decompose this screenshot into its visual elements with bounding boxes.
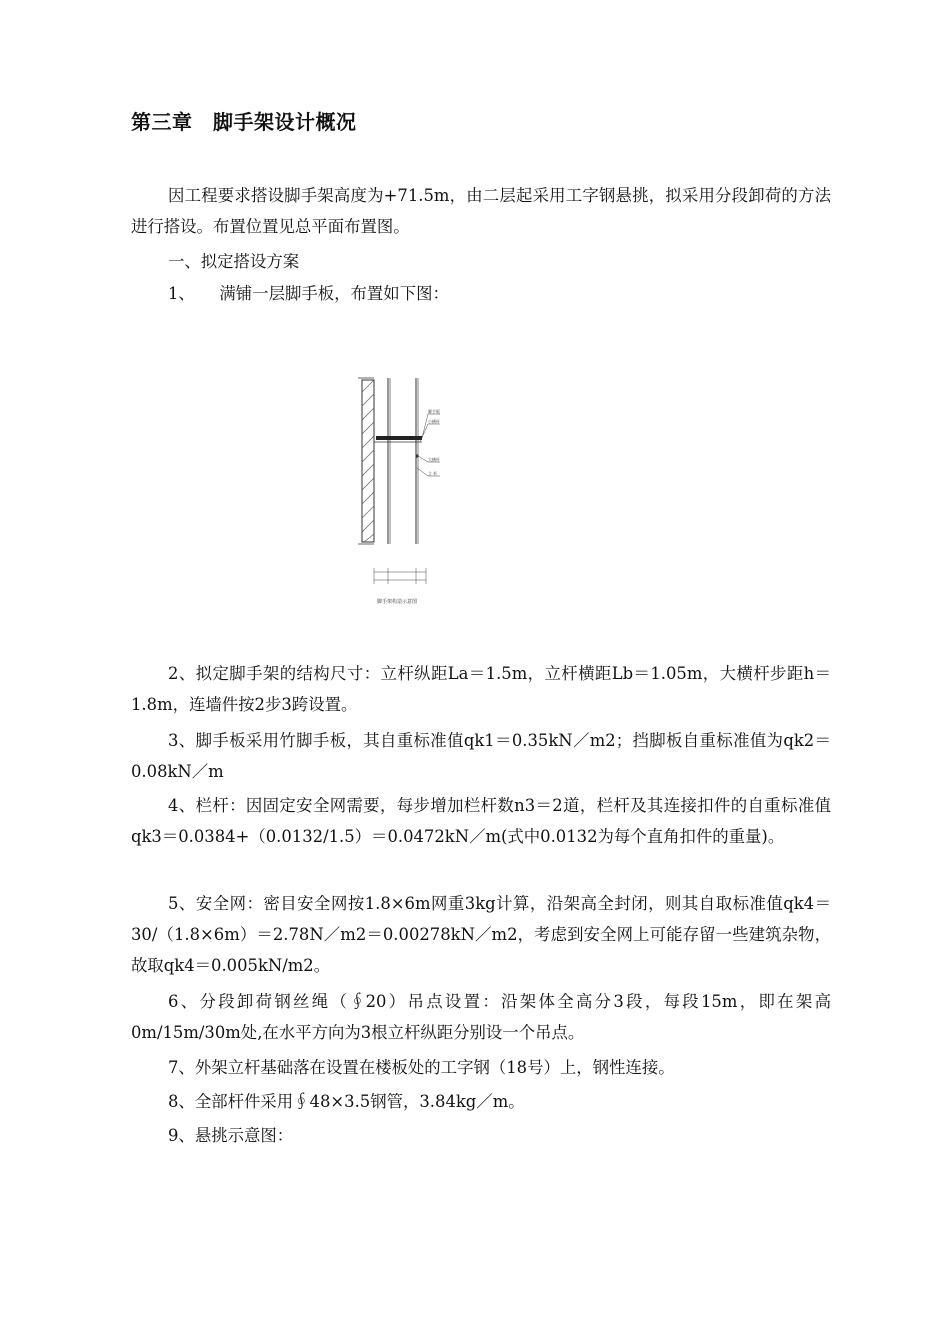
item-4: 4、栏杆：因固定安全网需要，每步增加栏杆数n3＝2道，栏杆及其连接扣件的自重标准值qk3＝0.0384+（0.0132/1.5）＝0.0472kN／m(式中0.0132为每个直角扣件的重量)。 <box>131 796 831 846</box>
item-1: 1、 满铺一层脚手板，布置如下图： <box>168 284 449 303</box>
chapter-heading: 第三章 脚手架设计概况 <box>131 110 357 134</box>
label-board: 脚手板 <box>428 409 440 414</box>
label-transom: 小横杆 <box>428 419 440 424</box>
item-8: 8、全部杆件采用∮48×3.5钢管，3.84kg／m。 <box>168 1092 525 1111</box>
scaffold-section-figure <box>350 372 442 612</box>
item-5: 5、安全网：密目安全网按1.8×6m网重3kg计算，沿架高全封闭，则其自取标准值qk4＝30/（1.8×6m）＝2.78N／m2＝0.00278kN／m2，考虑到安全网上可能存留一些建筑杂物，故取qk4＝0.005kN/m2。 <box>131 894 831 975</box>
item-2: 2、拟定脚手架的结构尺寸：立杆纵距La＝1.5m，立杆横距Lb＝1.05m，大横杆步距h＝1.8m，连墙件按2步3跨设置。 <box>131 664 831 714</box>
item-9: 9、悬挑示意图： <box>168 1126 294 1145</box>
scaffold-diagram <box>350 372 442 612</box>
intro-paragraph: 因工程要求搭设脚手架高度为+71.5m，由二层起采用工字钢悬挑，拟采用分段卸荷的方法进行搭设。布置位置见总平面布置图。 <box>131 186 831 236</box>
label-standard: 立 杆 <box>428 471 438 476</box>
label-ledger: 大横杆 <box>428 457 440 462</box>
item-6: 6、分段卸荷钢丝绳（∮20）吊点设置：沿架体全高分3段，每段15m，即在架高0m/15m/30m处,在水平方向为3根立杆纵距分别设一个吊点。 <box>131 992 831 1042</box>
figure-caption: 脚手架构造示意图 <box>377 599 418 605</box>
item-7: 7、外架立杆基础落在设置在楼板处的工字钢（18号）上，钢性连接。 <box>168 1058 675 1077</box>
section-heading: 一、拟定搭设方案 <box>168 252 300 271</box>
item-3: 3、脚手板采用竹脚手板，其自重标准值qk1＝0.35kN／m2；挡脚板自重标准值为qk2＝0.08kN／m <box>131 731 831 781</box>
